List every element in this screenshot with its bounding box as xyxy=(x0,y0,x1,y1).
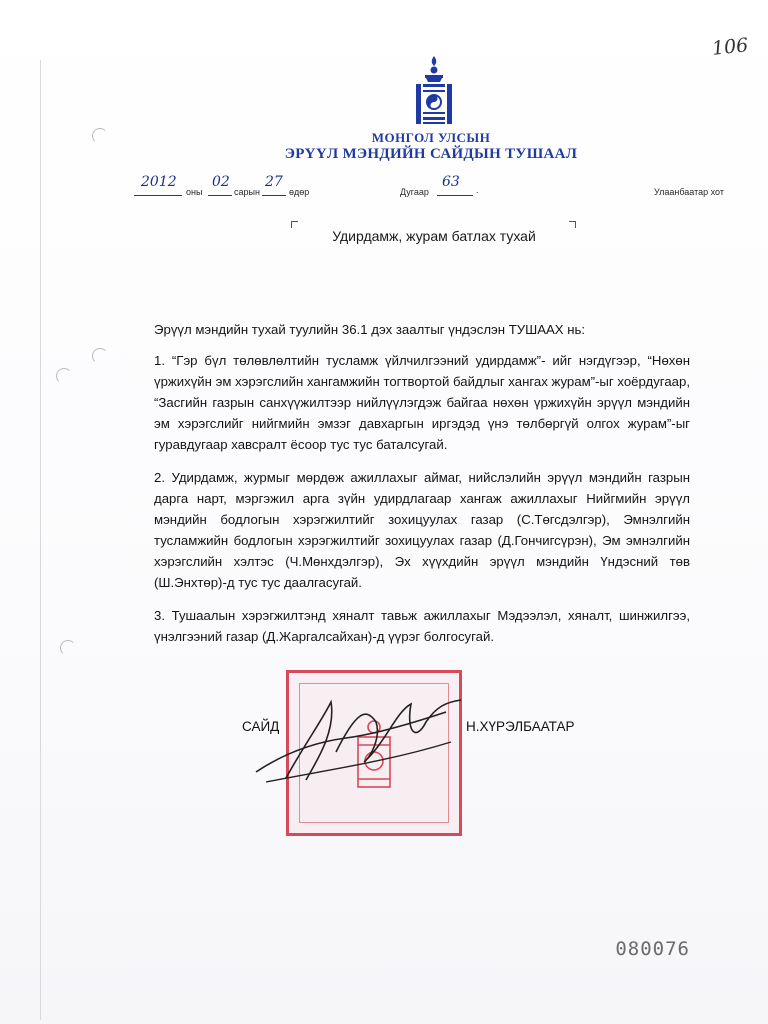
handwritten-signature xyxy=(246,682,476,792)
date-underline xyxy=(208,195,232,196)
dateline: 2012 оны 02 сарын 27 өдөр Дугаар 63 . Улаанбаатар хот xyxy=(0,180,768,204)
city-label: Улаанбаатар хот xyxy=(654,187,724,197)
title-bracket-left xyxy=(291,221,298,228)
punch-hole-mark xyxy=(56,368,72,384)
order-number: 63 xyxy=(442,174,460,190)
document-body xyxy=(154,319,690,659)
serial-number: 080076 xyxy=(615,938,690,960)
body-paragraph-1: 1. “Гэр бүл төлөвлөлтийн тусламж үйлчилгээний удирдамж”- ийг нэгдүгээр, “Нөхөн үржихүйн эм хэрэгслийн хангамжийн тогтвортой байдлыг хангах журам”-ыг хоёрдугаар, “Засгийн газрын санхүүжилтээр нийлүүлэгдэж байгаа нөхөн үржихүйн эрүүл мэндийн эм хэрэгслийг нийгмийн эмзэг давхаргын иргэдэд үнэ төлбөргүй олгох журам”-ыг гуравдугаар хавсралт ёсоор тус тус баталсугай. xyxy=(154,353,690,452)
date-month-label: сарын xyxy=(234,187,260,197)
date-underline xyxy=(134,195,182,196)
date-day-label: өдөр xyxy=(289,187,310,197)
signatory-name: Н.ХҮРЭЛБААТАР xyxy=(466,719,575,734)
header-ministry-order: ЭРҮҮЛ МЭНДИЙН САЙДЫН ТУШААЛ xyxy=(284,146,578,162)
signature-title: САЙД xyxy=(242,719,280,734)
order-number-underline xyxy=(437,195,473,196)
body-paragraph-3: 3. Тушаалын хэрэгжилтэнд хяналт тавьж ажиллахыг Мэдээлэл, хяналт, шинжилгээ, үнэлгээний газар (Д.Жаргалсайхан)-д үүрэг болгосугай. xyxy=(154,608,690,644)
handwritten-page-number: 106 xyxy=(710,34,750,60)
body-paragraph-2: 2. Удирдамж, журмыг мөрдөж ажиллахыг аймаг, нийслэлийн эрүүл мэндийн газрын дарга нарт, мэргэжил арга зүйн удирдлагаар хангаж ажиллахыг Нийгмийн эрүүл мэндийн бодлогын хэрэгжилтийг зохицуулах газар (С.Төгсдэлгэр), Эмнэлгийн тусламжийн бодлогын хэрэгжилтийг зохицуулах газар (Д.Гончигсүрэн), Эм эмнэлгийн хэрэгслийн хэлтэс (Ч.Мөнхдэлгэр), Эх хүүхдийн эрүүл мэндийн Үндэсний төв (Ш.Энхтөр)-д тус тус даалгасугай. xyxy=(154,470,690,590)
punch-hole-mark xyxy=(92,348,108,364)
page-edge-shadow xyxy=(40,60,41,1020)
date-underline xyxy=(262,195,286,196)
header-country: МОНГОЛ УЛСЫН xyxy=(371,130,491,145)
date-year: 2012 xyxy=(141,174,177,190)
date-month: 02 xyxy=(212,174,230,190)
order-number-label: Дугаар xyxy=(400,187,429,197)
body-intro: Эрүүл мэндийн тухай туулийн 36.1 дэх заалтыг үндэслэн ТУШААХ нь: xyxy=(154,322,586,337)
state-emblem-icon xyxy=(414,54,454,128)
document-title: Удирдамж, журам батлах тухай xyxy=(332,228,536,244)
title-bracket-right xyxy=(569,221,576,228)
date-year-label: оны xyxy=(186,187,203,197)
punch-hole-mark xyxy=(60,640,76,656)
date-day: 27 xyxy=(265,174,283,190)
